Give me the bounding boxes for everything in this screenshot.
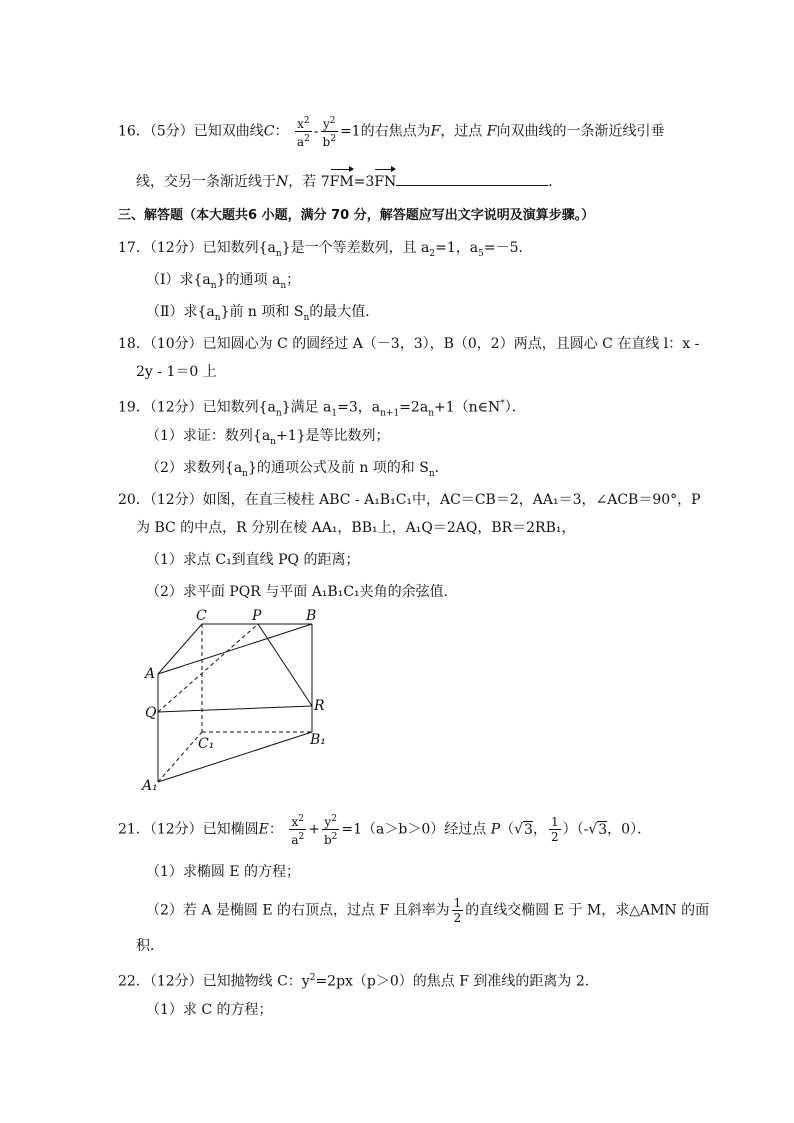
- q18-line2: 2y - 1＝0 上: [136, 364, 217, 380]
- vector-fm: FM: [329, 174, 354, 190]
- q17-line1: 17．（12分）已知数列$\{a_n\}$是一个等差数列，且 $a_2=1$，$a_5=-5$．: [118, 240, 533, 259]
- label-b: B: [306, 608, 317, 624]
- label-r: R: [314, 698, 325, 714]
- hyperbola-name: C: [263, 123, 275, 140]
- q21-part2: （2）若 A 是椭圆 E 的右顶点，过点 F 且斜率为 $\frac{1}{2}$ 的直线交椭圆 E 于 M，求△AMN 的面: [146, 896, 710, 925]
- q20-part1: （1）求点 C₁到直线 PQ 的距离；: [146, 552, 360, 568]
- q16-line2: 线，交另一条渐近线于N，若 7FM=3FN ．: [136, 174, 563, 190]
- fraction-half-slope: $\frac{1}{2}$: [453, 896, 462, 925]
- fraction-y2-b2: $\frac{y^2}{b^2}$: [323, 814, 338, 847]
- q21-part2-cont: 积．: [136, 938, 164, 954]
- q21-part1: （1）求椭圆 E 的方程；: [146, 864, 301, 880]
- q21-line1: 21．（12分）已知椭圆E： $\frac{x^2}{a^2}$ + $\frac{y^2}{b^2}$ =1（a＞b＞0）经过点 P（√3， $\frac{1}{2}$ ）（-√3，0）．: [118, 814, 652, 847]
- label-p: P: [252, 608, 262, 624]
- label-q: Q: [145, 705, 157, 721]
- q20-line1: 20．（12分）如图，在直三棱柱 ABC - A₁B₁C₁中，AC＝CB＝2，AA₁＝3，∠ACB＝90°，P: [118, 492, 701, 508]
- fraction-y2-b2: $\frac{y^2}{b^2}$: [322, 116, 336, 149]
- q20-part2: （2）求平面 PQR 与平面 A₁B₁C₁夹角的余弦值．: [146, 584, 458, 600]
- label-c1: C₁: [198, 736, 215, 752]
- answer-blank: [396, 173, 548, 186]
- fraction-half: $\frac{1}{2}$: [550, 815, 559, 844]
- label-a1: A₁: [142, 778, 158, 794]
- segment-qp: [158, 624, 258, 712]
- vector-fn: FN: [374, 174, 397, 190]
- prism-figure: [140, 604, 340, 794]
- q22-part1: （1）求 C 的方程；: [146, 1002, 273, 1018]
- q20-line2: 为 BC 的中点，R 分别在棱 AA₁，BB₁上，A₁Q＝2AQ，BR＝2RB₁，: [136, 520, 576, 536]
- label-c: C: [196, 608, 207, 624]
- q19-part1: （1）求证：数列$\{a_n+1\}$是等比数列；: [146, 428, 390, 447]
- fraction-x2-a2: $\frac{x^2}{a^2}$: [291, 814, 305, 847]
- q17-part1: （Ⅰ）求$\{a_n\}$的通项 $a_n$；: [146, 272, 301, 291]
- edge-ab: [158, 624, 312, 674]
- section-heading: 三、解答题（本大题共6 小题，满分 70 分，解答题应写出文字说明及演算步骤。）: [118, 208, 595, 223]
- q16-line1: 16．（5分）已知双曲线C： $\frac{x^2}{a^2}$ - $\frac{y^2}{b^2}$ =1的右焦点为F，过点 F向双曲线的一条渐近线引垂: [118, 116, 665, 149]
- q19-part2: （2）求数列$\{a_n\}$的通项公式及前 n 项的和 $S_n$．: [146, 460, 449, 479]
- q18-line1: 18．（10分）已知圆心为 C 的圆经过 A（－3，3），B（0，2）两点，且圆心 C 在直线 l：x -: [118, 336, 700, 352]
- q17-part2: （Ⅱ）求$\{a_n\}$前 n 项和 $S_n$的最大值．: [146, 304, 380, 323]
- q19-line1: 19．（12分）已知数列$\{a_n\}$满足 $a_1=3$，$a_{n+1}=2a_n+1(n\in N^*)$．: [118, 399, 526, 419]
- q22-line1: 22．（12分）已知抛物线 C：$y^2=2px(p>0)$的焦点 F 到准线的距离为 2．: [118, 973, 599, 990]
- label-a: A: [145, 666, 156, 682]
- fraction-x2-a2: $\frac{x^2}{a^2}$: [296, 116, 310, 149]
- segment-pr: [258, 624, 312, 706]
- edge-a1b1: [158, 732, 312, 782]
- label-b1: B₁: [310, 732, 326, 748]
- segment-qr: [158, 706, 312, 712]
